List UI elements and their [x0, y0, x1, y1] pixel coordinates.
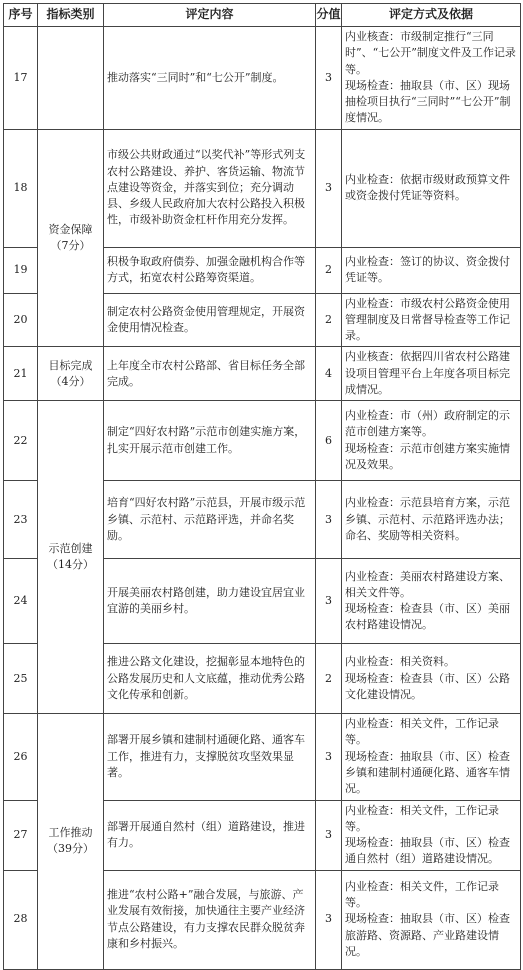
category-line: 目标完成	[48, 358, 93, 372]
row-method	[342, 481, 521, 559]
row-category	[38, 714, 104, 969]
header-category: 指标类别	[38, 4, 104, 27]
row-content: 培育“四好农村路”示范县，开展市级示范乡镇、示范村、示范路评选，并命名奖励。	[104, 481, 316, 559]
row-score: 3	[316, 129, 342, 247]
row-score: 3	[316, 800, 342, 870]
category-line: （39分）	[47, 842, 94, 856]
row-seq: 19	[4, 247, 38, 293]
row-seq: 26	[4, 714, 38, 800]
row-seq: 24	[4, 559, 38, 644]
row-seq: 27	[4, 800, 38, 870]
table-row	[4, 714, 521, 800]
category-line: （7分）	[50, 238, 91, 252]
method-line: 内业检查：签订的协议、资金拨付凭证等。	[345, 254, 510, 285]
row-method	[342, 27, 521, 130]
row-method	[342, 644, 521, 714]
row-content: 部署开展乡镇和建制村通硬化路、通客车工作，推进有力，支撑脱贫攻坚效果显著。	[104, 714, 316, 800]
row-method	[342, 559, 521, 644]
table-row	[4, 129, 521, 247]
row-content: 推进公路文化建设，挖掘彰显本地特色的公路发展历史和人文底蕴，推动优秀公路文化传承和创新。	[104, 644, 316, 714]
row-seq: 25	[4, 644, 38, 714]
row-content: 市级公共财政通过“以奖代补”等形式列支农村公路建设、养护、客货运输、物流节点建设等资金，并落实到位；充分调动县、乡级人民政府加大农村公路投入积极性，市级补助资金杠杆作用充分发挥。	[104, 129, 316, 247]
row-content: 制定农村公路资金使用管理规定，开展资金使用情况检查。	[104, 293, 316, 347]
method-line: 现场检查：抽取县（市、区）检查乡镇和建制村通硬化路、通客车情况。	[345, 749, 510, 796]
row-content: 积极争取政府债券、加强金融机构合作等方式，拓宽农村公路筹资渠道。	[104, 247, 316, 293]
row-content: 推动落实“三同时”和“七公开”制度。	[104, 27, 316, 130]
row-score: 6	[316, 401, 342, 481]
table-row	[4, 27, 521, 130]
row-category	[38, 27, 104, 130]
table-body	[4, 27, 521, 970]
row-score: 2	[316, 644, 342, 714]
method-line: 内业核查：依据四川省农村公路建设项目管理平台上年度各项目标完成情况。	[345, 350, 510, 396]
row-category	[38, 129, 104, 347]
row-method	[342, 800, 521, 870]
row-score: 3	[316, 559, 342, 644]
row-content: 推进“农村公路+”融合发展，与旅游、产业发展有效衔接，加快通往主要产业经济节点公路建设，有力支撑农民群众脱贫奔康和乡村振兴。	[104, 870, 316, 969]
row-method	[342, 347, 521, 401]
row-method	[342, 293, 521, 347]
row-method	[342, 247, 521, 293]
method-line: 内业检查：相关文件，工作记录等。	[345, 803, 499, 833]
method-line: 内业检查：相关文件，工作记录等。	[345, 717, 499, 747]
method-line: 内业检查：市（州）政府制定的示范市创建方案等。	[345, 409, 510, 439]
header-content: 评定内容	[104, 4, 316, 27]
row-method	[342, 714, 521, 800]
method-line: 内业检查：美丽农村路建设方案、相关文件等。	[345, 569, 510, 599]
row-score: 3	[316, 27, 342, 130]
row-score: 3	[316, 714, 342, 800]
row-score: 3	[316, 870, 342, 969]
category-line: 资金保障	[48, 222, 93, 236]
table-header-row	[4, 4, 521, 27]
row-method	[342, 870, 521, 969]
row-seq: 22	[4, 401, 38, 481]
row-seq: 18	[4, 129, 38, 247]
method-line: 内业检查：相关资料。	[345, 655, 455, 669]
method-line: 现场检查：检查县（市、区）美丽农村路建设情况。	[345, 602, 510, 632]
header-method: 评定方式及依据	[342, 4, 521, 27]
row-content: 部署开展通自然村（组）道路建设，推进有力。	[104, 800, 316, 870]
category-line: （14分）	[47, 558, 94, 572]
table-row	[4, 347, 521, 401]
method-line: 现场检查：抽取县（市、区）检查通自然村（组）道路建设情况。	[345, 836, 510, 866]
row-content: 上年度全市农村公路部、省目标任务全部完成。	[104, 347, 316, 401]
method-line: 现场检查：抽取县（市、区）检查旅游路、资源路、产业路建设情况。	[345, 912, 510, 958]
method-line: 现场检查：抽取县（市、区）现场抽检项目执行“三同时”“七公开”制度情况。	[345, 78, 511, 125]
row-method	[342, 401, 521, 481]
row-score: 3	[316, 481, 342, 559]
method-line: 内业检查：示范县培育方案，示范乡镇、示范村、示范路评选办法；命名、奖励等相关资料。	[345, 496, 510, 542]
category-line: 工作推动	[48, 826, 93, 840]
method-line: 内业检查：市级农村公路资金使用管理制度及日常督导检查等工作记录。	[345, 296, 510, 343]
category-line: （4分）	[50, 374, 91, 388]
method-line: 内业检查：相关文件，工作记录等。	[345, 879, 499, 910]
row-seq: 23	[4, 481, 38, 559]
method-line: 内业核查：市级制定推行“三同时”、“七公开”制度文件及工作记录等。	[345, 30, 516, 76]
evaluation-table	[3, 3, 521, 970]
row-seq: 28	[4, 870, 38, 969]
row-seq: 21	[4, 347, 38, 401]
header-score: 分值	[316, 4, 342, 27]
method-line: 现场检查：检查县（市、区）公路文化建设情况。	[345, 671, 510, 701]
row-seq: 17	[4, 27, 38, 130]
method-line: 现场检查：示范市创建方案实施情况及效果。	[345, 441, 510, 471]
row-content: 开展美丽农村路创建，助力建设宜居宜业宜游的美丽乡村。	[104, 559, 316, 644]
row-content: 制定“四好农村路”示范市创建实施方案，扎实开展示范市创建工作。	[104, 401, 316, 481]
row-score: 2	[316, 293, 342, 347]
row-category	[38, 347, 104, 401]
row-category	[38, 401, 104, 714]
category-line: 示范创建	[48, 541, 93, 555]
row-seq: 20	[4, 293, 38, 347]
row-score: 2	[316, 247, 342, 293]
table-row	[4, 401, 521, 481]
header-seq: 序号	[4, 4, 38, 27]
row-method	[342, 129, 521, 247]
row-score: 4	[316, 347, 342, 401]
method-line: 内业检查：依据市级财政预算文件或资金拨付凭证等资料。	[345, 172, 510, 203]
